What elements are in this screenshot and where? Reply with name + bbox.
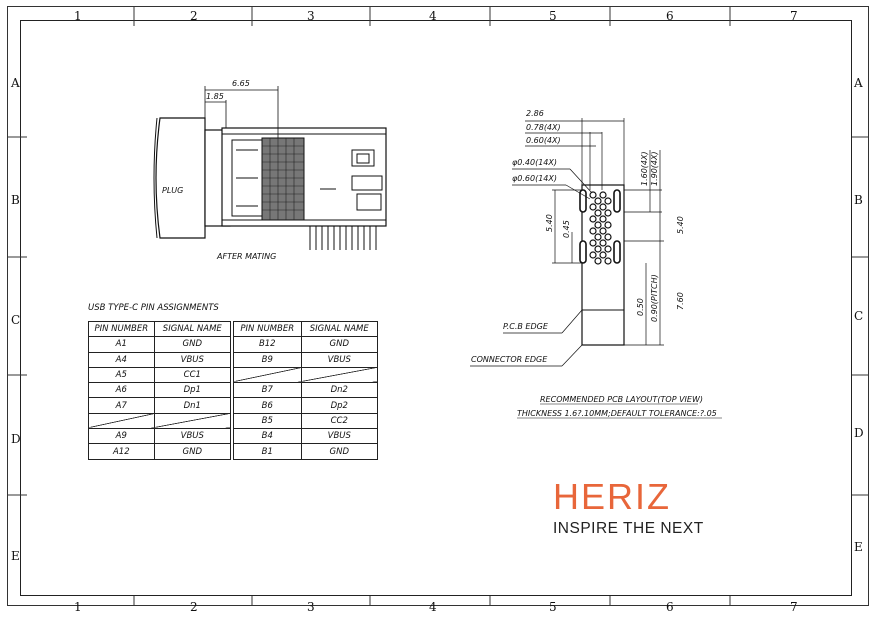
- pin-table-a: [88, 321, 231, 460]
- zone-row-b-left: B: [11, 193, 20, 207]
- table-row: A1 GND: [89, 337, 231, 352]
- dim-right-height: 5.40: [676, 216, 685, 234]
- table-row: A6 Dp1: [89, 383, 231, 398]
- zone-col-2-top: 2: [190, 9, 198, 23]
- zone-row-c-right: C: [854, 309, 864, 323]
- zone-col-3-top: 3: [307, 9, 315, 23]
- table-row: B12 GND: [234, 337, 378, 352]
- table-row: A12 GND: [89, 444, 231, 459]
- dim-pad-spacing: 0.78(4X): [526, 123, 561, 132]
- zone-col-7-bottom: 7: [790, 600, 798, 614]
- zone-row-d-left: D: [11, 432, 21, 446]
- dim-slot-short: 1.60(4X): [640, 151, 649, 186]
- side-latch-middle: [352, 176, 382, 190]
- dim-hole-large: φ0.60(14X): [512, 174, 557, 183]
- header-signal-name: SIGNAL NAME: [301, 322, 377, 337]
- zone-col-5-bottom: 5: [549, 600, 557, 614]
- slot-bottom-left: [580, 241, 586, 263]
- zone-col-1-bottom: 1: [74, 600, 82, 614]
- table-row: B4 VBUS: [234, 429, 378, 444]
- zone-row-e-right: E: [854, 540, 863, 554]
- zone-row-a-right: A: [854, 76, 863, 90]
- dim-length: 7.60: [676, 292, 685, 310]
- zone-row-c-left: C: [11, 313, 21, 327]
- zone-col-2-bottom: 2: [190, 600, 198, 614]
- zone-col-6-top: 6: [666, 9, 674, 23]
- header-pin-number: PIN NUMBER: [234, 322, 302, 337]
- table-row: A9 VBUS: [89, 429, 231, 444]
- dim-small: 1.85: [206, 92, 224, 101]
- header-pin-number: PIN NUMBER: [89, 322, 155, 337]
- pin-table-title: USB TYPE-C PIN ASSIGNMENTS: [88, 303, 219, 313]
- side-view: [154, 79, 386, 261]
- pcb-caption-line1: RECOMMENDED PCB LAYOUT(TOP VIEW): [540, 395, 704, 404]
- pcb-layout: [470, 109, 722, 418]
- zone-row-a-left: A: [11, 76, 20, 90]
- dim-gap: 0.50: [636, 298, 645, 316]
- board-pins: [310, 226, 376, 250]
- dim-left-height: 5.40: [545, 214, 554, 232]
- zone-col-6-bottom: 6: [666, 600, 674, 614]
- table-row-unused: [89, 413, 231, 428]
- side-view-caption: AFTER MATING: [217, 252, 277, 261]
- slot-top-right: [614, 190, 620, 212]
- label-connector-edge: CONNECTOR EDGE: [471, 355, 548, 364]
- dim-hole-small: φ0.40(14X): [512, 158, 557, 167]
- table-row: B7 Dn2: [234, 383, 378, 398]
- table-row: A5 CC1: [89, 367, 231, 382]
- table-row: A7 Dn1: [89, 398, 231, 413]
- plug-body: [156, 118, 205, 238]
- label-pcb-edge: P.C.B EDGE: [503, 322, 548, 331]
- brand-tagline: INSPIRE THE NEXT: [553, 520, 704, 537]
- zone-col-4-bottom: 4: [429, 600, 437, 614]
- table-row: B1 GND: [234, 444, 378, 459]
- table-row: B5 CC2: [234, 413, 378, 428]
- zone-row-e-left: E: [11, 549, 20, 563]
- zone-col-5-top: 5: [549, 9, 557, 23]
- header-signal-name: SIGNAL NAME: [154, 322, 230, 337]
- dim-pitch: 0.90(PITCH): [650, 274, 659, 322]
- pin-table-b: [233, 321, 378, 460]
- dim-width: 2.86: [526, 109, 544, 118]
- contact-block: [262, 138, 304, 220]
- zone-row-b-right: B: [854, 193, 863, 207]
- side-latch-lower: [357, 194, 381, 210]
- brand-logo: HERIZ: [553, 476, 671, 517]
- slot-bottom-right: [614, 241, 620, 263]
- zone-row-d-right: D: [854, 426, 864, 440]
- dim-slot-long: 1.90(4X): [650, 151, 659, 186]
- zone-col-7-top: 7: [790, 9, 798, 23]
- table-row: A4 VBUS: [89, 352, 231, 367]
- zone-col-1-top: 1: [74, 9, 82, 23]
- zone-col-3-bottom: 3: [307, 600, 315, 614]
- table-row: B6 Dp2: [234, 398, 378, 413]
- table-row: B9 VBUS: [234, 352, 378, 367]
- dim-pad-width: 0.60(4X): [526, 136, 561, 145]
- plug-label: PLUG: [162, 186, 184, 195]
- dim-overall: 6.65: [232, 79, 250, 88]
- table-row-unused: [234, 367, 378, 382]
- dim-row-offset: 0.45: [562, 220, 571, 238]
- pcb-caption-line2: THICKNESS 1.6?.10MM;DEFAULT TOLERANCE:?.05: [517, 409, 717, 418]
- zone-col-4-top: 4: [429, 9, 437, 23]
